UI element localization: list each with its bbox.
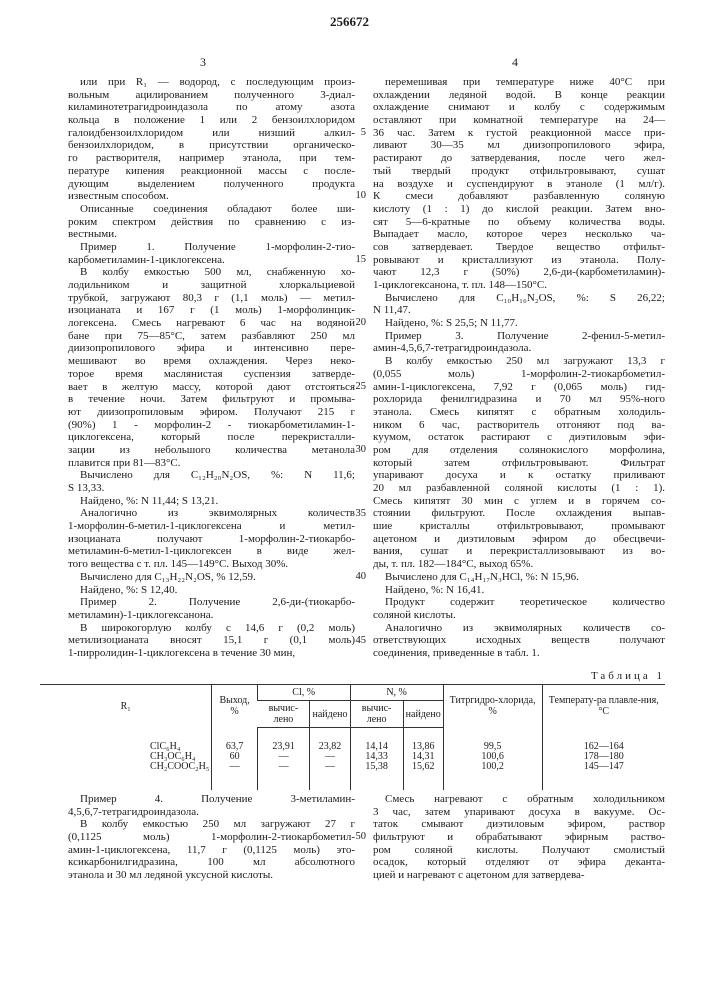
column-cl-found [310,728,350,791]
text-line: Продукт содержит теоретическое количество [373,596,665,609]
text-line: лодильником и защитной хлоркальциевой [68,279,355,292]
text-line: карбометиламин-1-циклогексена. [68,254,355,267]
text-line: Найдено, %: S 12,40. [68,584,355,597]
table-cell: 100,6 [446,752,540,762]
table-caption: Таблица 1 [591,670,665,682]
text-line: амин-1-циклогексена, 11,7 г (0,1125 моль) это- [68,844,355,857]
text-line: Пример 4. Получение 3-метиламин- [68,793,355,806]
text-line: Описанные соединения обладают более ши- [68,203,355,216]
text-line: стоянии фильтруют. После охлаждения выпав- [373,507,665,520]
page-number-left: 3 [200,55,206,70]
header-r1: R₁ [40,685,212,728]
bottom-left-column [68,793,355,882]
text-line: плавится при 81—83°С. [68,457,355,470]
text-line: В колбу емкостью 250 мл загружают 13,3 г [373,355,665,368]
table-cell: 13,86 [406,742,441,752]
text-line: 1-пирролидин-1-циклогексена в течение 30 мин, [68,647,355,660]
text-line: Вычислено для C₁₃H₂₂N₂OS, % 12,59. [68,571,355,584]
table-body [40,728,665,791]
header-temp: Температу-ра плавле-ния, °С [542,685,665,728]
line-number: 25 [346,381,366,392]
text-line: бане при 75—85°С, затем разбавляют 250 мл [68,330,355,343]
patent-number: 256672 [330,14,369,30]
table-cell: 99,5 [446,742,540,752]
text-line: Пример 3. Получение 2-фенил-5-метил- [373,330,665,343]
text-line: вает в желтую массу, которой дают отстояться [68,381,355,394]
text-line: вольным ацилированием полученного 3-диал- [68,89,355,102]
text-line: S 13,33. [68,482,355,495]
table-cell: — [312,762,347,772]
text-line: Пример 1. Получение 1-морфолин-2-тио- [68,241,355,254]
text-line: логексена. Смесь нагревают 6 час на водяной [68,317,355,330]
text-line: роким спектром действия по сравнению с из- [68,216,355,229]
table-cell: ClC₆H₄ [150,742,209,752]
text-line: 1-циклогексанона, т. пл. 148—150°С. [373,279,665,292]
text-line: го растворителя, например этанола, при тем- [68,152,355,165]
line-number: 45 [346,635,366,646]
text-line: шие кристаллы отфильтровывают, промывают [373,520,665,533]
text-line: Выпадает масло, которое через несколько ча- [373,228,665,241]
text-line: сят 5—6-кратные по объему количества воды. [373,216,665,229]
text-line: соединения, приведенные в табл. 1. [373,647,665,660]
table-cell: CH₃OC₆H₄ [150,752,209,762]
text-line: Найдено, %: S 25,5; N 11,77. [373,317,665,330]
line-number: 5 [346,127,366,138]
text-line: 4,5,6,7-тетрагидроиндазола. [68,806,355,819]
table-cell: 14,14 [353,742,401,752]
text-line: амин-4,5,6,7-тетрагидроиндазола. [373,342,665,355]
table-cell: 23,82 [312,742,347,752]
text-line: Аналогично из эквимолярных количеств [68,507,355,520]
text-line: ровывают и кристаллизуют из этанола. Полу- [373,254,665,267]
right-column [373,76,665,660]
line-number: 10 [346,190,366,201]
text-line: метиламин)-1-циклогексанона. [68,609,355,622]
text-line: соляной кислоты. [373,609,665,622]
page-number-right: 4 [512,55,518,70]
column-temp [542,728,665,791]
text-line: (0,055 моль) 1-морфолин-2-тиокарбометил- [373,368,665,381]
text-line: вестными. [68,228,355,241]
text-line: (0,1125 моль) 1-морфолин-2-тиокарбометил- [68,831,355,844]
text-line: Вычислено для C₁₀H₁₆N₂OS, %: S 26,22; [373,292,665,305]
text-line: куумом, остаток растирают с диэтиловым эфи- [373,431,665,444]
text-line: киламинотетрагидроиндазола по атому азота [68,101,355,114]
text-line: В колбу емкостью 250 мл загружают 27 г [68,818,355,831]
table-cell: — [312,752,347,762]
text-line: ды, т. пл. 182—184°С, выход 65%. [373,558,665,571]
text-line: охлаждении ледяной водой. В конце реакции [373,89,665,102]
text-line: цией и нагревают с ацетоном для затвердева- [373,869,665,882]
text-line: дующим выделением полученного продукта [68,178,355,191]
text-line: перемешивая при температуре ниже 40°С при [373,76,665,89]
header-n-found: найдено [403,701,443,728]
column-cl-calc [257,728,310,791]
table-cell: 15,62 [406,762,441,772]
header-cl-found: найдено [310,701,350,728]
text-line: зации из небольшого количества метанола [68,444,355,457]
header-titr: Титргидро-хлорида, % [443,685,542,728]
table-cell: — [214,762,254,772]
text-line: галоидбензоилхлоридом или низший алкил- [68,127,355,140]
text-line: ксикарбонилгидразина, 100 мл абсолютного [68,856,355,869]
text-line: К смеси добавляют разбавленную соляную [373,190,665,203]
table-cell: 162—164 [545,742,663,752]
text-line: бензоилхлоридом, в присутствии органическо- [68,139,355,152]
text-line: В колбу емкостью 500 мл, снабженную хо- [68,266,355,279]
text-line: ником 6 час, растворитель отгоняют под ва- [373,419,665,432]
text-line: изоцианата и 167 г (1 моль) 1-морфолинцик- [68,304,355,317]
text-line: или при R₁ — водород, с последующим произ- [68,76,355,89]
line-number: 20 [346,317,366,328]
table-cell: 60 [214,752,254,762]
table-cell: 63,7 [214,742,254,752]
header-n: N, % [350,685,443,701]
header-yield: Выход, % [212,685,257,728]
text-line: растирают до затвердевания, после чего жел- [373,152,665,165]
text-line: этанола. Смесь кипятят с обратным холодиль- [373,406,665,419]
table-cell: — [260,752,308,762]
text-line: амин-1-циклогексена, 7,92 г (0,065 моль) гид- [373,381,665,394]
text-line: тый твердый продукт отфильтровывают, сушат [373,165,665,178]
table-cell: 14,31 [406,752,441,762]
text-line: сов затвердевает. Твердое вещество отфильт- [373,241,665,254]
text-line: ацетоном и диэтиловым эфиром до обесцвечи- [373,533,665,546]
text-line: Вычислено для C₁₂H₂₀N₂OS, %: N 11,6; [68,469,355,482]
text-line: таток смывают диэтиловым эфиром, раствор [373,818,665,831]
text-line: кольца в положение 1 или 2 бензоилхлоридом [68,114,355,127]
text-line: чают 12,3 г (50%) 2,6-ди-(карбометиламин)- [373,266,665,279]
line-number: 30 [346,444,366,455]
left-column [68,76,355,660]
text-line: Вычислено для C₁₄H₁₇N₃HCl, %: N 15,96. [373,571,665,584]
text-line: торое время маслянистая суспензия затверде- [68,368,355,381]
text-line: метиламин-6-метил-1-циклогексен в виде жел- [68,545,355,558]
line-number: 15 [346,254,366,265]
header-n-calc: вычис-лено [350,701,403,728]
text-line: на воздухе и суспендируют в этаноле (1 мл/г). [373,178,665,191]
line-number-50: 50 [346,831,366,842]
text-line: Смесь кипятят 30 мин с углем и в горячем со- [373,495,665,508]
text-line: ром для отделения солянокислого морфолина, [373,444,665,457]
text-line: вания, сушат и перекристаллизовывают из во- [373,545,665,558]
column-titr [443,728,542,791]
text-line: Аналогично из эквимолярных количеств со- [373,622,665,635]
text-line: изоцианата получают 1-морфолин-2-тиокарбо- [68,533,355,546]
text-line: Найдено, %: N 11,44; S 13,21. [68,495,355,508]
table-cell: 14,33 [353,752,401,762]
table-cell: 145—147 [545,762,663,772]
column-yield [212,728,257,791]
text-line: известным способом. [68,190,355,203]
table-cell: 15,38 [353,762,401,772]
text-line: В широкогорлую колбу с 14,6 г (0,2 моль) [68,622,355,635]
text-line: 3 час, затем упаривают досуха в вакууме. Ос- [373,806,665,819]
text-line: циклогексена, который после перекристалли- [68,431,355,444]
text-line: 20 мл разбавленной соляной кислоты (1 : 1). [373,482,665,495]
line-number: 35 [346,508,366,519]
text-line: N 11,47. [373,304,665,317]
text-line: ливают 30—35 мл диизопропилового эфира, [373,139,665,152]
text-line: Смесь нагревают с обратным холодильником [373,793,665,806]
column-n-found [403,728,443,791]
bottom-right-column [373,793,665,882]
results-table [40,684,665,790]
line-number: 40 [346,571,366,582]
text-line: мешивают во время охлаждения. Через неко- [68,355,355,368]
table-cell: 100,2 [446,762,540,772]
text-line: упаривают досуха и к остатку приливают [373,469,665,482]
text-line: ответствующих исходных веществ получают [373,634,665,647]
patent-page [0,0,707,1000]
text-line: ют диизопропиловым эфиром. Получают 215 г [68,406,355,419]
text-line: 36 час. Затем к густой реакционной массе при- [373,127,665,140]
text-line: диизопропилового эфира и интенсивно пере- [68,342,355,355]
text-line: охлаждение снимают и колбу с содержимым [373,101,665,114]
table-cell: CH₂COOC₂H₅ [150,762,209,772]
header-cl: Cl, % [257,685,350,701]
column-r1 [40,728,212,791]
text-line: трубкой, загружают 80,3 г (1,1 моль) — метил- [68,292,355,305]
text-line: рохлорида фенилгидразина и 70 мл 95%-ного [373,393,665,406]
text-line: метилизоцианата вносят 15,1 г (0,1 моль) [68,634,355,647]
text-line: фильтруют и обрабатывают эфирным раство- [373,831,665,844]
text-line: Пример 2. Получение 2,6-ди-(тиокарбо- [68,596,355,609]
text-line: пературе кипения реакционной массы с после- [68,165,355,178]
text-line: 1-морфолин-6-метил-1-циклогексена и метил- [68,520,355,533]
text-line: (90%) 1 - морфолин-2 - тиокарбометиламин-1- [68,419,355,432]
text-line: того вещества с т. пл. 145—149°С. Выход 30%. [68,558,355,571]
text-line: этанола и 30 мл ледяной уксусной кислоты. [68,869,355,882]
table-cell: 178—180 [545,752,663,762]
text-line: оставляют при комнатной температуре на 24— [373,114,665,127]
text-line: ром соляной кислоты. Получают смолистый [373,844,665,857]
text-line: Найдено, %: N 16,41. [373,584,665,597]
text-line: кислоту (1 : 1) до кислой реакции. Затем вно- [373,203,665,216]
text-line: осадок, который отделяют от эфира деканта- [373,856,665,869]
header-cl-calc: вычис-лено [257,701,310,728]
text-line: который затем отфильтровывают. Фильтрат [373,457,665,470]
column-n-calc [350,728,403,791]
text-line: в течение ночи. Затем фильтруют и промыва- [68,393,355,406]
table-cell: 23,91 [260,742,308,752]
table-cell: — [260,762,308,772]
